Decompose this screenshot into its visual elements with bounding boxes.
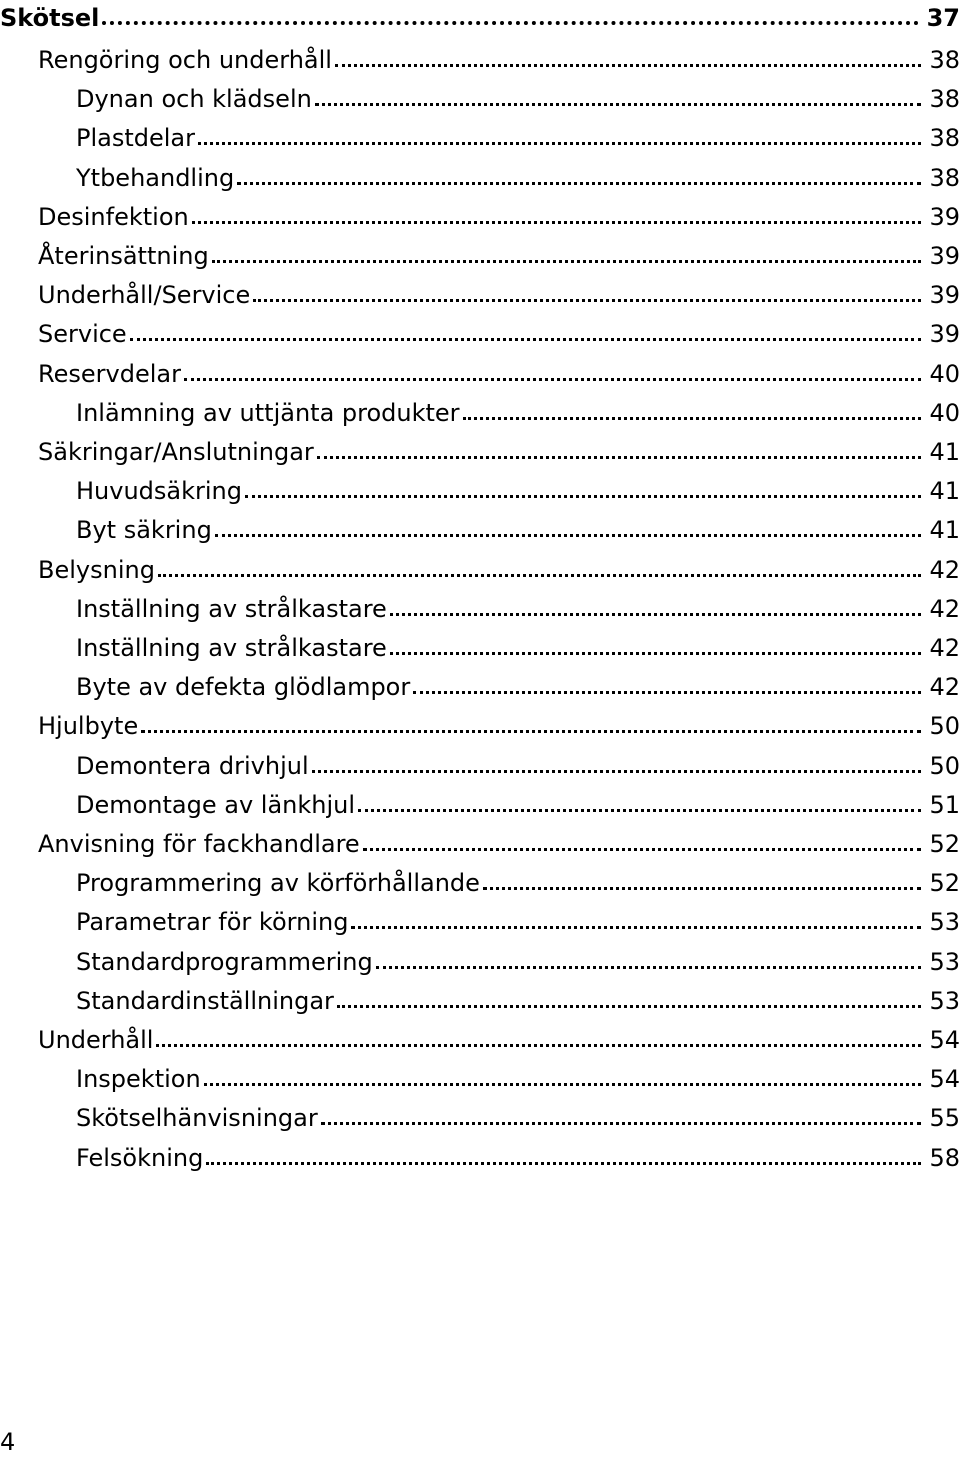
toc-entry[interactable]	[38, 308, 960, 348]
dot-leader	[204, 1083, 922, 1086]
toc-entry-page: 53	[929, 947, 960, 976]
toc-entry-page: 53	[929, 986, 960, 1015]
toc-entry-label: Belysning	[38, 555, 155, 584]
toc-entry-page: 39	[929, 320, 960, 349]
toc-entry[interactable]	[38, 1014, 960, 1054]
toc-entry[interactable]	[38, 191, 960, 231]
toc-entry-page: 40	[929, 359, 960, 388]
page-number: 4	[0, 1428, 16, 1456]
toc-entry-label: Inställning av strålkastare	[76, 594, 387, 623]
toc-entry-page: 38	[929, 163, 960, 192]
dot-leader	[358, 809, 921, 812]
dot-leader	[390, 613, 922, 616]
toc-entry-label: Parametrar för körning	[76, 908, 349, 937]
toc-entry-page: 52	[929, 869, 960, 898]
toc-section-heading[interactable]	[0, 0, 960, 32]
toc-entry[interactable]	[76, 936, 960, 976]
dot-leader	[102, 21, 918, 25]
toc-entry[interactable]	[38, 230, 960, 270]
dot-leader	[312, 770, 922, 773]
toc-entry-label: Inlämning av uttjänta produkter	[76, 398, 460, 427]
toc-entry-page: 39	[929, 202, 960, 231]
toc-entry[interactable]	[76, 1053, 960, 1093]
toc-entry[interactable]	[38, 348, 960, 388]
toc-entry-label: Underhåll	[38, 1026, 154, 1054]
toc-entry-label: Ytbehandling	[76, 163, 235, 192]
toc-entry-label: Inställning av strålkastare	[76, 634, 387, 662]
toc-entry-page: 42	[929, 594, 960, 623]
dot-leader	[363, 848, 922, 851]
toc-entry-page: 58	[929, 1143, 960, 1172]
toc-entry[interactable]	[38, 544, 960, 584]
dot-leader	[335, 64, 922, 67]
toc-entry[interactable]	[38, 269, 960, 309]
toc-entry-label: Underhåll/Service	[38, 281, 251, 310]
dot-leader	[141, 730, 921, 733]
toc-entry-label: Programmering av körförhållande	[76, 869, 480, 898]
dot-leader	[130, 338, 922, 341]
toc-entry-page: 54	[929, 1065, 960, 1094]
toc-entry[interactable]	[76, 779, 960, 819]
toc-entry-page: 53	[929, 908, 960, 937]
dot-leader	[184, 378, 922, 381]
toc-entry[interactable]	[76, 152, 960, 192]
dot-leader	[351, 926, 921, 929]
toc-entry[interactable]	[76, 661, 960, 701]
dot-leader	[192, 221, 922, 224]
dot-leader	[253, 299, 921, 302]
toc-entry-page: 42	[929, 634, 960, 662]
toc-entry[interactable]	[38, 426, 960, 466]
toc-entry[interactable]	[38, 700, 960, 740]
toc-entry[interactable]	[76, 504, 960, 544]
toc-section-title: Skötsel	[0, 4, 100, 32]
dot-leader	[206, 1162, 921, 1165]
dot-leader	[376, 966, 922, 969]
toc-entry[interactable]	[76, 465, 960, 505]
toc-entry-label: Service	[38, 320, 127, 349]
toc-entry-label: Felsökning	[76, 1143, 204, 1172]
toc-entry-label: Rengöring och underhåll	[38, 46, 332, 74]
toc-entry-page: 40	[929, 398, 960, 427]
toc-entry-label: Desinfektion	[38, 202, 189, 231]
toc-entry-label: Standardprogrammering	[76, 947, 373, 976]
toc-entry-label: Huvudsäkring	[76, 477, 242, 506]
toc-section-page: 37	[926, 4, 960, 32]
toc-entry-page: 41	[929, 438, 960, 466]
toc-entry-label: Standardinställningar	[76, 986, 334, 1015]
dot-leader	[245, 495, 921, 498]
toc-entry-page: 39	[929, 242, 960, 270]
toc-entry[interactable]	[76, 975, 960, 1015]
toc-entry[interactable]	[76, 857, 960, 897]
toc-entry-label: Inspektion	[76, 1065, 201, 1094]
toc-entry[interactable]	[76, 583, 960, 623]
toc-entry[interactable]	[76, 73, 960, 113]
toc-entry-page: 42	[929, 555, 960, 584]
toc-entry-page: 51	[929, 790, 960, 819]
toc-entry[interactable]	[76, 622, 960, 662]
dot-leader	[413, 691, 921, 694]
toc-entry-label: Plastdelar	[76, 124, 196, 153]
toc-entry[interactable]	[76, 387, 960, 427]
toc-entry-label: Demontera drivhjul	[76, 751, 309, 780]
dot-leader	[215, 534, 922, 537]
toc-entry-label: Demontage av länkhjul	[76, 790, 356, 819]
toc-entry-label: Byt säkring	[76, 516, 212, 545]
toc-entry[interactable]	[38, 34, 960, 74]
toc-entry-label: Byte av defekta glödlampor	[76, 673, 411, 702]
dot-leader	[212, 260, 922, 263]
dot-leader	[463, 417, 922, 420]
toc-entry-page: 50	[929, 751, 960, 780]
toc-entry-page: 39	[929, 281, 960, 310]
toc-entry-page: 54	[929, 1026, 960, 1054]
dot-leader	[337, 1005, 922, 1008]
toc-entry-page: 55	[929, 1104, 960, 1133]
toc-entry-page: 38	[929, 85, 960, 114]
toc-entry-page: 41	[929, 516, 960, 545]
dot-leader	[317, 456, 922, 459]
dot-leader	[483, 887, 922, 890]
toc-entry-page: 50	[929, 712, 960, 741]
toc-entry-page: 42	[929, 673, 960, 702]
dot-leader	[158, 574, 922, 577]
toc-entry-label: Hjulbyte	[38, 712, 139, 741]
dot-leader	[321, 1122, 922, 1125]
toc-entry-label: Reservdelar	[38, 359, 181, 388]
toc-entry[interactable]	[76, 896, 960, 936]
dot-leader	[315, 103, 922, 106]
dot-leader	[198, 142, 921, 145]
toc-entry[interactable]	[76, 1132, 960, 1172]
toc-entry-label: Skötselhänvisningar	[76, 1104, 318, 1133]
toc-entry[interactable]	[76, 112, 960, 152]
toc-entry[interactable]	[76, 740, 960, 780]
toc-entry-page: 52	[929, 830, 960, 858]
dot-leader	[390, 652, 922, 655]
toc-entry-page: 38	[929, 46, 960, 74]
dot-leader	[156, 1044, 921, 1047]
toc-entry-label: Säkringar/Anslutningar	[38, 438, 314, 466]
toc-entry[interactable]	[38, 818, 960, 858]
toc-entry[interactable]	[76, 1092, 960, 1132]
toc-entry-page: 41	[929, 477, 960, 506]
dot-leader	[237, 182, 921, 185]
toc-entry-label: Återinsättning	[38, 242, 209, 270]
toc-entry-label: Dynan och klädseln	[76, 85, 312, 114]
toc-entry-label: Anvisning för fackhandlare	[38, 830, 360, 858]
toc-entry-page: 38	[929, 124, 960, 153]
